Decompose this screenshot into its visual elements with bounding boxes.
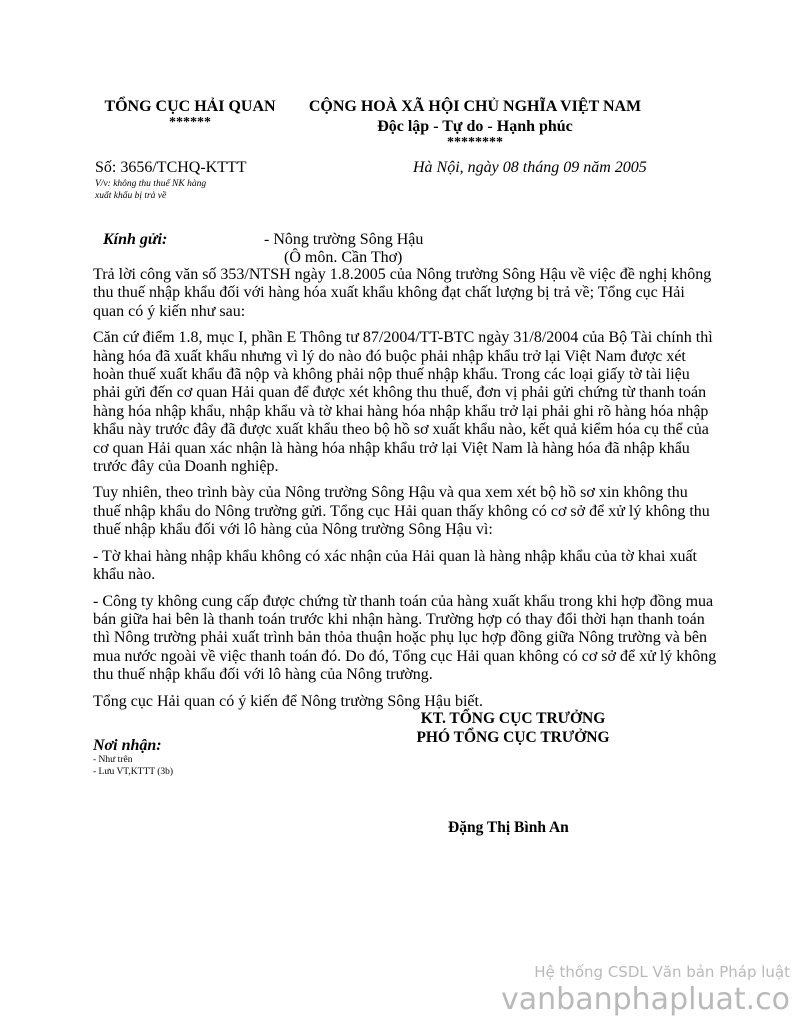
subject-line: xuất khẩu bị trả về [95, 191, 167, 201]
body-paragraph: - Tờ khai hàng nhập khẩu không có xác nhận của Hải quan là hàng nhập khẩu của tờ khai xuất khẩu nào. [93, 547, 697, 584]
place-date: Hà Nội, ngày 08 tháng 09 năm 2005 [413, 159, 647, 176]
signature-title-line: PHÓ TỔNG CỤC TRƯỞNG [416, 729, 610, 746]
motto-stars: ******** [447, 135, 503, 150]
recipients-item: - Như trên [93, 755, 133, 765]
recipient-location: (Ô môn. Cần Thơ) [284, 249, 403, 266]
watermark-text: Hệ thống CSDL Văn bản Pháp luật [534, 963, 790, 981]
agency-stars: ****** [169, 115, 211, 130]
document-subject [95, 178, 295, 202]
letter-body [93, 266, 719, 711]
body-paragraph: Tuy nhiên, theo trình bày của Nông trường Sông Hậu và qua xem xét bộ hồ sơ xin không thu thuế nhập khẩu do Nông trường gửi. Tổng cục Hải quan thấy không có cơ sở để xử lý không thu thuế nhập khẩu đối với lô hàng của Nông trường Sông Hậu vì: [93, 484, 710, 539]
body-paragraph: - Công ty không cung cấp được chứng từ thanh toán của hàng xuất khẩu trong khi hợp đồng mua bán giữa hai bên là thanh toán trước khi nhận hàng. Trường hợp có thay đổi thời hạn thanh toán thì Nông trường phải xuất trình bản thỏa thuận hoặc phụ lục hợp đồng giữa Nông trường và bên mua nước ngoài về việc thanh toán đó. Do đó, Tổng cục Hải quan không có cơ sở để xử lý không thu thuế nhập khẩu đối với lô hàng của Nông trường. [93, 592, 717, 684]
subject-line: V/v: không thu thuế NK hàng [95, 179, 207, 189]
watermark-site: vanbanphapluat.co [501, 982, 790, 1017]
watermark [501, 962, 790, 1018]
body-paragraph: Tổng cục Hải quan có ý kiến để Nông trường Sông Hậu biết. [93, 692, 483, 710]
issuing-agency-block [95, 97, 285, 129]
signature-title [408, 709, 618, 747]
signature-title-line: KT. TỔNG CỤC TRƯỞNG [420, 710, 606, 727]
recipients-list [93, 754, 173, 778]
document-number: Số: 3656/TCHQ-KTTT [95, 159, 247, 176]
recipients-item: - Lưu VT,KTTT (3b) [93, 767, 174, 777]
signer-name: Đặng Thị Bình An [448, 819, 569, 836]
agency-name: TỔNG CỤC HẢI QUAN [104, 98, 276, 115]
national-title-block [300, 97, 650, 149]
greeting-label: Kính gửi: [103, 231, 168, 248]
country-name: CỘNG HOÀ XÃ HỘI CHỦ NGHĨA VIỆT NAM [308, 98, 642, 115]
motto: Độc lập - Tự do - Hạnh phúc [377, 118, 573, 135]
body-paragraph: Trả lời công văn số 353/NTSH ngày 1.8.2005 của Nông trường Sông Hậu về việc đề nghị không thu thuế nhập khẩu đối với hàng hóa xuất khẩu không đạt chất lượng bị trả về; Tổng cục Hải quan có ý kiến như sau: [93, 266, 712, 320]
recipients-label: Nơi nhận: [93, 737, 162, 754]
recipient-name: - Nông trường Sông Hậu [264, 231, 424, 248]
body-paragraph: Căn cứ điểm 1.8, mục I, phần E Thông tư 87/2004/TT-BTC ngày 31/8/2004 của Bộ Tài chính thì hàng hóa đã xuất khẩu nhưng vì lý do nào đó buộc phải nhập khẩu trở lại Việt Nam được xét hoàn thuế xuất khẩu đã nộp và không phải nộp thuế nhập khẩu. Trong các loại giấy tờ tài liệu phải gửi đến cơ quan Hải quan để được xét không thu thuế, đơn vị phải gửi chứng từ thanh toán hàng hóa nhập khẩu, nhập khẩu và tờ khai hàng hóa nhập khẩu trở lại phải ghi rõ hàng hóa nhập khẩu này trước đây đã được xuất khẩu theo bộ hồ sơ xuất khẩu nào, kết quả kiểm hóa cụ thể của cơ quan Hải quan xác nhận là hàng hóa nhập khẩu trở lại Việt Nam là hàng hóa đã nhập khẩu trước đây của Doanh nghiệp. [93, 329, 713, 476]
recipient-block [264, 231, 423, 267]
